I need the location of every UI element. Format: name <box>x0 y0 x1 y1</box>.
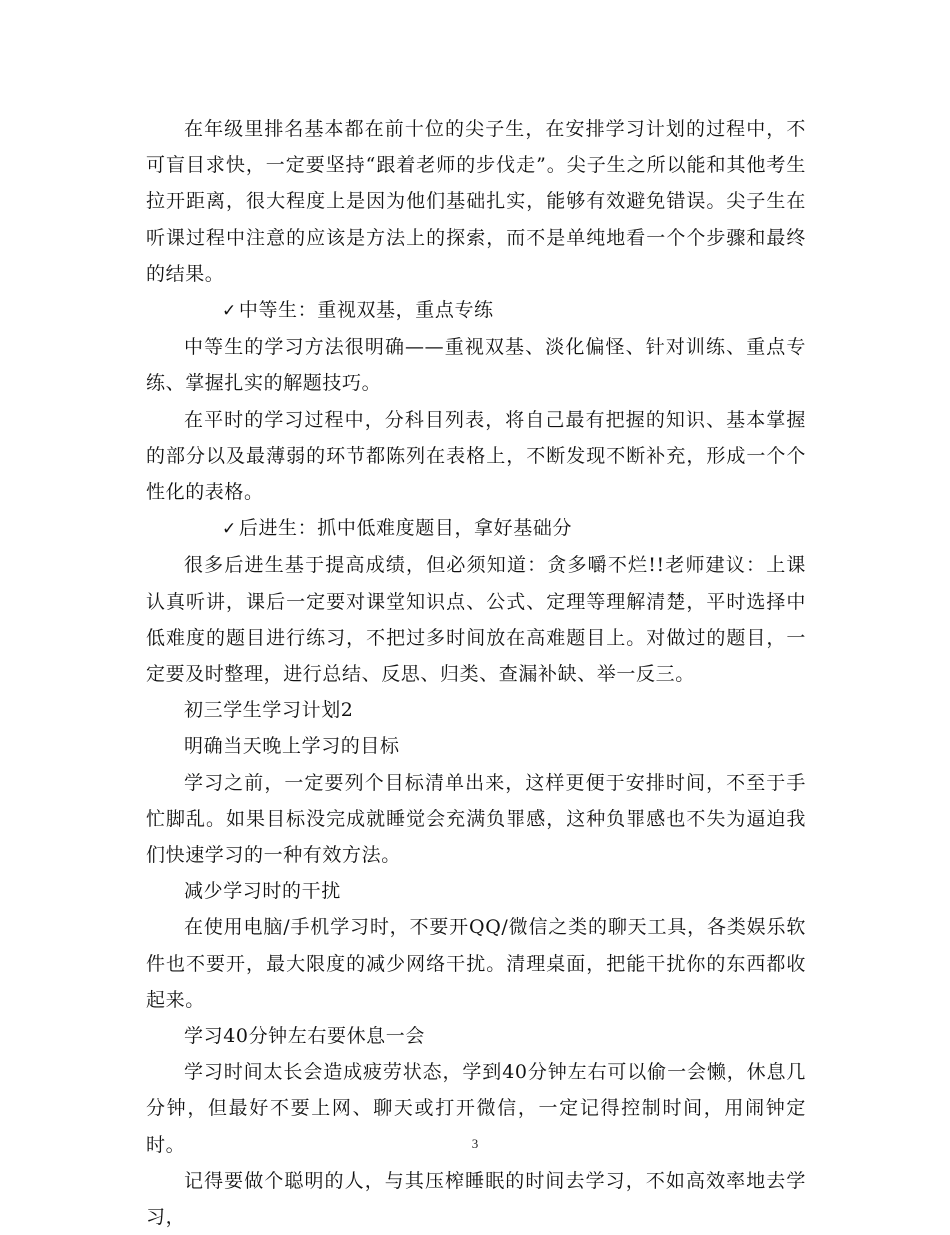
paragraph-lagging-advice: 很多后进生基于提高成绩，但必须知道：贪多嚼不烂!!老师建议：上课认真听讲，课后一定要对课堂知识点、公式、定理等理解清楚，平时选择中低难度的题目进行练习，不把过多时间放在高难题目上。对做过的题目，一定要及时整理，进行总结、反思、归类、查漏补缺、举一反三。 <box>146 554 806 686</box>
heading-middle-students-text: 中等生：重视双基，重点专练 <box>238 299 494 322</box>
document-body <box>146 111 806 1235</box>
section-title-plan-2: 初三学生学习计划2 <box>184 699 354 722</box>
heading-lagging-students <box>146 510 806 547</box>
heading-reduce-distractions: 减少学习时的干扰 <box>184 880 341 903</box>
paragraph-top-students: 在年级里排名基本都在前十位的尖子生，在安排学习计划的过程中，不可盲目求快，一定要坚持“跟着老师的步伐走”。尖子生之所以能和其他考生拉开距离，很大程度上是因为他们基础扎实，能够有效避免错误。尖子生在听课过程中注意的应该是方法上的探索，而不是单纯地看一个个步骤和最终的结果。 <box>146 118 806 285</box>
paragraph-smart-study: 记得要做个聪明的人，与其压榨睡眠的时间去学习，不如高效率地去学习， <box>146 1169 806 1229</box>
paragraph-goal-list: 学习之前，一定要列个目标清单出来，这样更便于安排时间，不至于手忙脚乱。如果目标没完成就睡觉会充满负罪感，这种负罪感也不失为逼迫我们快速学习的一种有效方法。 <box>146 771 806 867</box>
paragraph-middle-method: 中等生的学习方法很明确——重视双基、淡化偏怪、针对训练、重点专练、掌握扎实的解题技巧。 <box>146 336 806 395</box>
heading-lagging-students-text: 后进生：抓中低难度题目，拿好基础分 <box>238 517 573 540</box>
page-number: 3 <box>471 1136 479 1151</box>
heading-evening-goals: 明确当天晚上学习的目标 <box>184 735 400 758</box>
heading-middle-students <box>146 292 806 329</box>
checkmark-icon: ✓ <box>222 519 237 540</box>
checkmark-icon: ✓ <box>222 301 237 322</box>
paragraph-subject-table: 在平时的学习过程中，分科目列表，将自己最有把握的知识、基本掌握的部分以及最薄弱的环节都陈列在表格上，不断发现不断补充，形成一个个性化的表格。 <box>146 408 806 504</box>
paragraph-distractions: 在使用电脑/手机学习时，不要开QQ/微信之类的聊天工具，各类娱乐软件也不要开，最大限度的减少网络干扰。清理桌面，把能干扰你的东西都收起来。 <box>146 916 806 1011</box>
heading-rest-interval: 学习40分钟左右要休息一会 <box>184 1025 425 1048</box>
paragraph-rest: 学习时间太长会造成疲劳状态，学到40分钟左右可以偷一会懒，休息几分钟，但最好不要上网、聊天或打开微信，一定记得控制时间，用闹钟定时。 <box>146 1061 806 1156</box>
